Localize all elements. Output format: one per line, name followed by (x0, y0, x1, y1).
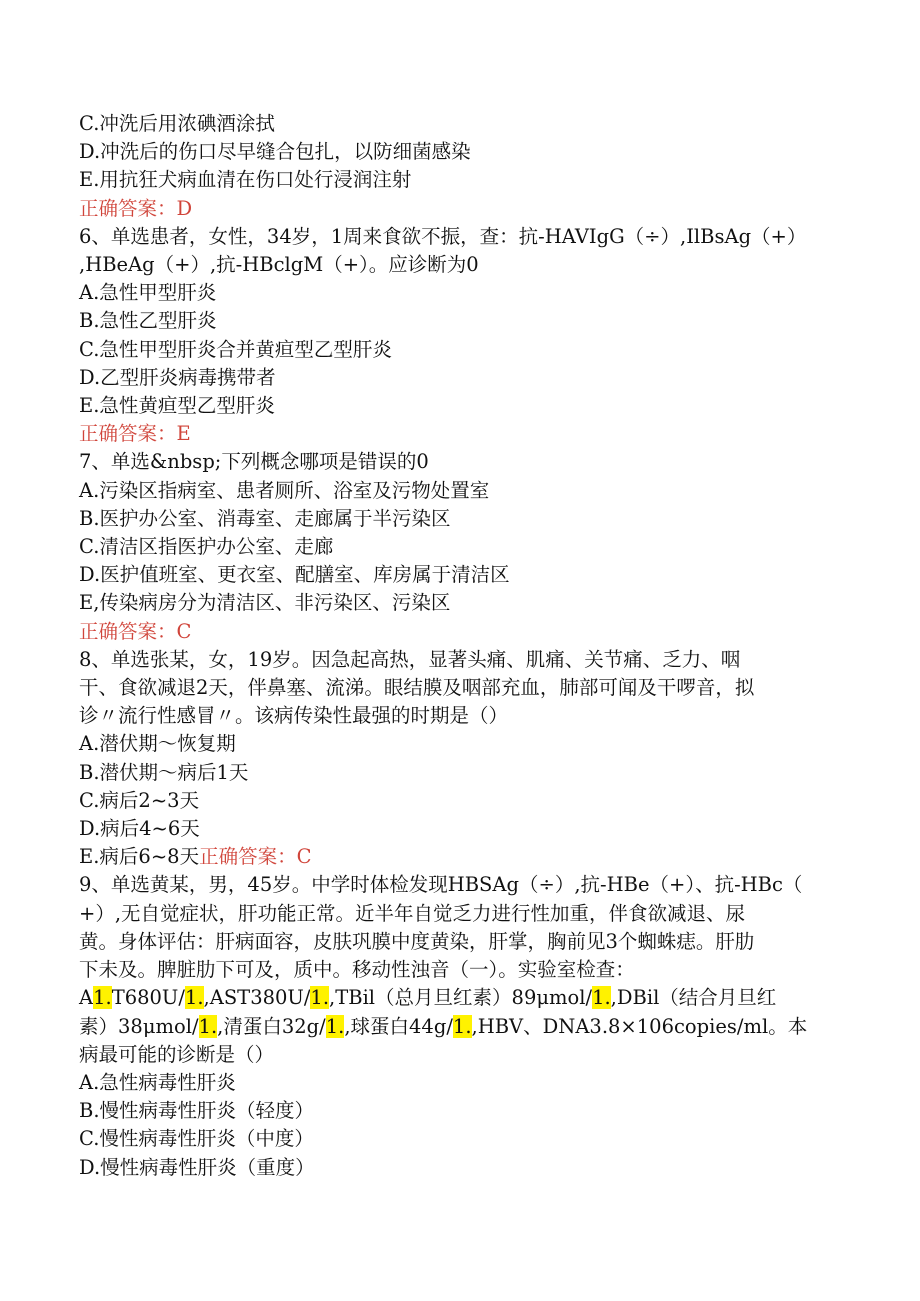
q9-lab-text: 素）38μmol/ (79, 1014, 199, 1038)
highlight-mark: 1. (93, 986, 112, 1010)
q7-option-b: B.医护办公室、消毒室、走廊属于半污染区 (79, 506, 451, 530)
q8-option-c: C.病后2~3天 (79, 788, 200, 812)
q5-option-e: E.用抗狂犬病血清在伤口处行浸润注射 (79, 168, 412, 192)
q7-option-c: C.清洁区指医护办公室、走廊 (79, 535, 334, 559)
q9-option-d: D.慢性病毒性肝炎（重度） (79, 1155, 315, 1179)
q9-stem-line-3: 黄。身体评估：肝病面容，皮肤巩膜中度黄染，肝掌，胸前见3个蜘蛛痣。肝肋 (79, 929, 755, 953)
q8-option-d: D.病后4~6天 (79, 817, 200, 841)
q9-lab-text: ,DBil（结合月旦红 (610, 986, 777, 1010)
q9-stem-line-2: +）,无自觉症状，肝功能正常。近半年自觉乏力进行性加重，伴食欲减退、尿 (79, 901, 746, 925)
highlight-mark: 1. (592, 986, 611, 1010)
q8-stem-line-1: 8、单选张某，女，19岁。因急起高热，显著头痛、肌痛、关节痛、乏力、咽 (79, 647, 741, 671)
q8-option-b: B.潜伏期～病后1天 (79, 760, 249, 784)
q9-lab-text: ,TBil（总月旦红素）89μmol/ (329, 986, 593, 1010)
q9-option-a: A.急性病毒性肝炎 (79, 1070, 236, 1094)
q8-option-e-with-answer (79, 843, 850, 871)
q6-stem-line-1: 6、单选患者，女性，34岁，1周来食欲不振，查：抗-HAVIgG（÷）,IlBsAg（+） (79, 224, 807, 248)
q8-answer: 正确答案：C (199, 845, 312, 869)
q8-option-e: E.病后6~8天 (79, 845, 200, 869)
q9-lab-text: A (79, 986, 94, 1010)
q7-option-e: E,传染病房分为清洁区、非污染区、污染区 (79, 591, 451, 615)
q9-lab-text: ,HBV、DNA3.8×106copies/ml。本 (471, 1014, 808, 1038)
q6-option-c: C.急性甲型肝炎合并黄疸型乙型肝炎 (79, 337, 392, 361)
q9-stem-line-1: 9、单选黄某，男，45岁。中学时体检发现HBSAg（÷）,抗-HBe（+）、抗-HBc（ (79, 873, 803, 897)
q9-lab-text: ,球蛋白44g/ (344, 1014, 453, 1038)
q7-option-a: A.污染区指病室、患者厕所、浴室及污物处置室 (79, 478, 490, 502)
q6-stem-line-2: ,HBeAg（+）,抗-HBclgM（+）。应诊断为0 (79, 253, 479, 277)
q6-option-e: E.急性黄疸型乙型肝炎 (79, 394, 275, 418)
q9-stem-line-4: 下未及。脾脏肋下可及，质中。移动性浊音（一）。实验室检查： (79, 958, 635, 982)
q5-answer: 正确答案：D (79, 196, 193, 220)
q5-option-d: D.冲洗后的伤口尽早缝合包扎，以防细菌感染 (79, 140, 471, 164)
q9-lab-text: ,清蛋白32g/ (217, 1014, 326, 1038)
highlight-mark: 1. (325, 1014, 345, 1038)
q5-option-c: C.冲洗后用浓碘酒涂拭 (79, 112, 275, 135)
q9-lab-text: ,AST380U/ (203, 986, 311, 1010)
q9-stem-line-5: 病最可能的诊断是（） (79, 1042, 275, 1066)
highlight-mark: 1. (198, 1014, 218, 1038)
q6-option-b: B.急性乙型肝炎 (79, 309, 217, 333)
q9-lab-text: T680U/ (111, 986, 185, 1010)
q6-answer: 正确答案：E (79, 422, 191, 446)
q8-stem-line-2: 干、食欲减退2天，伴鼻塞、流涕。眼结膜及咽部充血，肺部可闻及干啰音，拟 (79, 676, 755, 700)
highlight-mark: 1. (184, 986, 204, 1010)
q9-lab-line-1 (79, 984, 850, 1012)
highlight-mark: 1. (452, 1014, 472, 1038)
q6-option-a: A.急性甲型肝炎 (79, 281, 217, 305)
q8-stem-line-3: 诊〃流行性感冒〃。该病传染性最强的时期是（） (79, 704, 509, 728)
q7-answer: 正确答案：C (79, 619, 192, 643)
q8-option-a: A.潜伏期～恢复期 (79, 732, 236, 756)
highlight-mark: 1. (310, 986, 330, 1010)
q9-option-b: B.慢性病毒性肝炎（轻度） (79, 1099, 315, 1123)
q7-stem-line-1: 7、单选&nbsp;下列概念哪项是错误的0 (79, 450, 429, 474)
q9-lab-line-2 (79, 1013, 850, 1041)
q7-option-d: D.医护值班室、更衣室、配膳室、库房属于清洁区 (79, 563, 510, 587)
q6-option-d: D.乙型肝炎病毒携带者 (79, 365, 276, 389)
q9-option-c: C.慢性病毒性肝炎（中度） (79, 1127, 314, 1151)
